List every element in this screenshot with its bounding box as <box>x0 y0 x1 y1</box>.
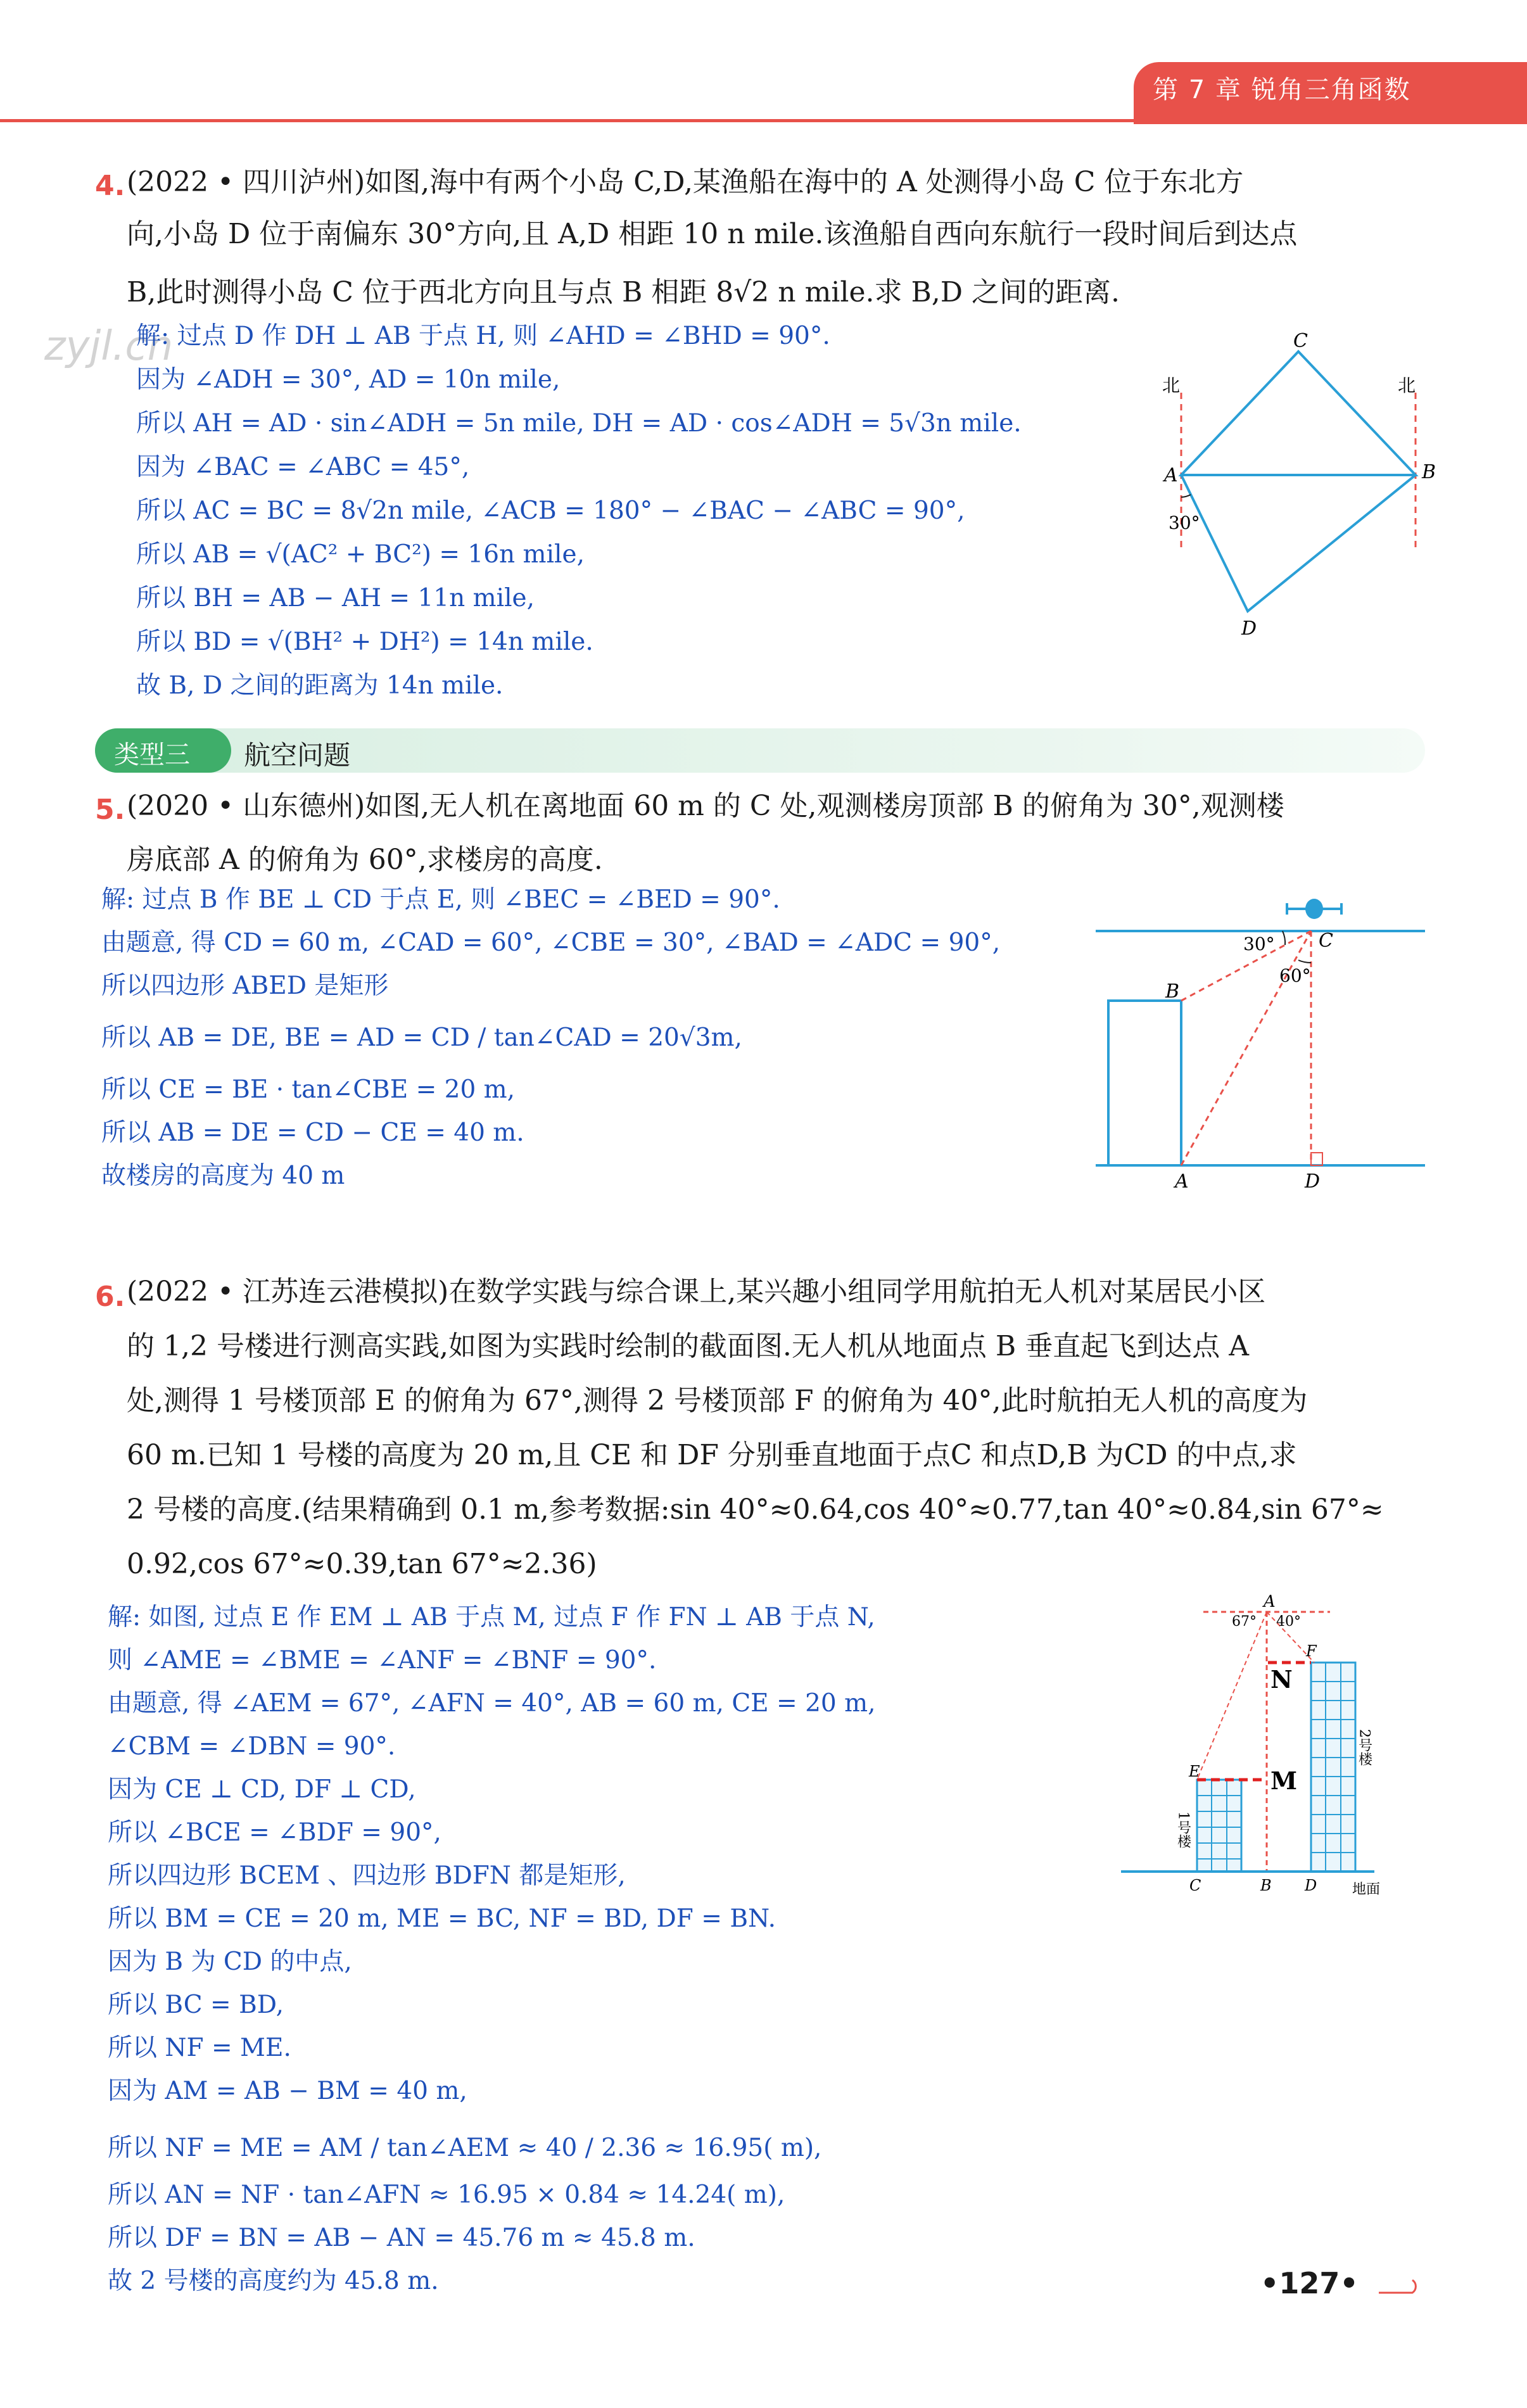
q5-solution <box>101 884 1000 1203</box>
q6-line: 60 m.已知 1 号楼的高度为 20 m,且 CE 和 DF 分别垂直地面于点C 和点D,B 为CD 的中点,求 <box>127 1439 1297 1471</box>
q4-sol-line: 所以 AB = √(AC² + BC²) = 16n mile, <box>136 540 585 569</box>
path-adb <box>1181 475 1416 611</box>
building-2 <box>1311 1663 1355 1872</box>
q5-sol-line: 所以 AB = DE, BE = AD = CD / tan∠CAD = 20√3m, <box>101 1023 742 1052</box>
q6-sol-line: ∠CBM = ∠DBN = 90°. <box>108 1732 396 1761</box>
q4-sol-line: 所以 AH = AD · sin∠ADH = 5n mile, DH = AD · cos∠ADH = 5√3n mile. <box>136 409 1022 438</box>
right-angle-d <box>1311 1153 1322 1165</box>
sight-ae <box>1197 1612 1267 1780</box>
north-label-left: 北 <box>1162 375 1181 396</box>
q4-line-1: (2022 • 四川泸州)如图,海中有两个小岛 C,D,某渔船在海中的 A 处测得小岛 C 位于东北方 <box>127 166 1244 198</box>
q4-sol-line: 因为 ∠BAC = ∠ABC = 45°, <box>136 453 470 481</box>
angle-40-label: 40° <box>1276 1614 1301 1630</box>
point-c-label: C <box>1319 930 1333 952</box>
point-b-label: B <box>1165 980 1180 1003</box>
q6-sol-line: 所以 NF = ME = AM / tan∠AEM ≈ 40 / 2.36 ≈ 16.95( m), <box>108 2134 822 2162</box>
point-a-label: A <box>1264 1593 1276 1611</box>
point-f-label: F <box>1306 1642 1317 1660</box>
q6-sol-line: 所以四边形 BCEM 、四边形 BDFN 都是矩形, <box>108 1861 626 1890</box>
point-a-label: A <box>1175 1170 1189 1191</box>
q5-figure <box>1089 887 1431 1191</box>
q4-figure <box>1127 323 1457 652</box>
point-d-label: D <box>1305 1877 1317 1894</box>
q5-sol-line: 所以 CE = BE · tan∠CBE = 20 m, <box>101 1075 516 1104</box>
point-b-label: B <box>1422 461 1436 483</box>
watermark-logo: zyjl.cn <box>44 323 174 370</box>
q6-sol-line: 因为 B 为 CD 的中点, <box>108 1948 352 1976</box>
q5-sol-line: 所以 AB = DE = CD − CE = 40 m. <box>101 1118 524 1147</box>
q6-line: 的 1,2 号楼进行测高实践,如图为实践时绘制的截面图.无人机从地面点 B 垂直起飞到达点 A <box>127 1330 1249 1362</box>
building-rect <box>1108 1001 1181 1165</box>
ground-label: 地面 <box>1352 1882 1381 1897</box>
q4-sol-line: 解: 过点 D 作 DH ⊥ AB 于点 H, 则 ∠AHD = ∠BHD = 90°. <box>136 322 830 350</box>
q6-figure <box>1121 1593 1400 1897</box>
q4-line-2: 向,小岛 D 位于南偏东 30°方向,且 A,D 相距 10 n mile.该渔船自西向东航行一段时间后到达点 <box>127 218 1298 250</box>
q5-sol-line: 所以四边形 ABED 是矩形 <box>101 972 389 1000</box>
q5-sol-line: 由题意, 得 CD = 60 m, ∠CAD = 60°, ∠CBE = 30°, ∠BAD = ∠ADC = 90°, <box>101 928 1001 957</box>
point-c-label: C <box>1189 1877 1201 1894</box>
building-1-label: 1号楼 <box>1175 1811 1191 1848</box>
page-curve-icon <box>1378 2277 1428 2302</box>
q5-number: 5. <box>95 794 125 826</box>
triangle-abc <box>1181 352 1416 475</box>
q5-sol-line: 故楼房的高度为 40 m <box>101 1162 345 1190</box>
q4-number: 4. <box>95 170 125 202</box>
q6-sol-line: 所以 BC = BD, <box>108 1991 284 2019</box>
q6-sol-line: 所以 AN = NF · tan∠AFN ≈ 16.95 × 0.84 ≈ 14.24( m), <box>108 2181 785 2209</box>
q4-sol-line: 所以 AC = BC = 8√2n mile, ∠ACB = 180° − ∠BAC − ∠ABC = 90°, <box>136 497 965 525</box>
north-label-right: 北 <box>1398 375 1416 396</box>
header-rule <box>0 119 1140 122</box>
q6-line: 0.92,cos 67°≈0.39,tan 67°≈2.36) <box>127 1548 597 1580</box>
point-a-label: A <box>1164 464 1178 486</box>
angle-arc-30 <box>1283 931 1285 945</box>
section-title: 航空问题 <box>244 740 351 771</box>
building-2-label: 2号楼 <box>1356 1729 1372 1766</box>
q6-sol-line: 所以 ∠BCE = ∠BDF = 90°, <box>108 1818 441 1847</box>
page-number: •127• <box>1260 2266 1359 2300</box>
point-e-label: E <box>1189 1763 1200 1780</box>
q6-sol-line: 由题意, 得 ∠AEM = 67°, ∠AFN = 40°, AB = 60 m, CE = 20 m, <box>108 1689 876 1718</box>
q6-sol-line: 则 ∠AME = ∠BME = ∠ANF = ∠BNF = 90°. <box>108 1646 657 1675</box>
building-1 <box>1197 1780 1241 1872</box>
section-tag-label: 类型三 <box>114 740 190 770</box>
q4-solution <box>136 320 1022 713</box>
q4-line-3: B,此时测得小岛 C 位于西北方向且与点 B 相距 8√2 n mile.求 B,D 之间的距离. <box>127 276 1120 308</box>
q6-line: (2022 • 江苏连云港模拟)在数学实践与综合课上,某兴趣小组同学用航拍无人机对某居民小区 <box>127 1276 1266 1308</box>
q6-sol-line: 解: 如图, 过点 E 作 EM ⊥ AB 于点 M, 过点 F 作 FN ⊥ AB 于点 N, <box>108 1603 875 1632</box>
q4-sol-line: 故 B, D 之间的距离为 14n mile. <box>136 671 504 700</box>
drone-icon <box>1287 899 1341 919</box>
q6-sol-line: 故 2 号楼的高度约为 45.8 m. <box>108 2267 439 2295</box>
q6-sol-line: 所以 DF = BN = AB − AN = 45.76 m ≈ 45.8 m. <box>108 2224 695 2252</box>
q6-line: 2 号楼的高度.(结果精确到 0.1 m,参考数据:sin 40°≈0.64,cos 40°≈0.77,tan 40°≈0.84,sin 67°≈ <box>127 1493 1384 1526</box>
point-n-label: N <box>1270 1665 1293 1694</box>
angle-30-label: 30° <box>1243 934 1275 954</box>
q5-sol-line: 解: 过点 B 作 BE ⊥ CD 于点 E, 则 ∠BEC = ∠BED = 90°. <box>101 885 780 914</box>
q6-solution <box>108 1601 876 2308</box>
q6-sol-line: 因为 AM = AB − BM = 40 m, <box>108 2077 467 2105</box>
point-b-label: B <box>1260 1877 1272 1894</box>
q6-sol-line: 所以 BM = CE = 20 m, ME = BC, NF = BD, DF = BN. <box>108 1904 776 1933</box>
point-m-label: M <box>1270 1766 1298 1795</box>
q4-sol-line: 所以 BD = √(BH² + DH²) = 14n mile. <box>136 628 593 656</box>
angle-arc <box>1181 495 1191 497</box>
q5-line-2: 房底部 A 的俯角为 60°,求楼房的高度. <box>127 844 603 876</box>
chapter-title: 第 7 章 锐角三角函数 <box>1153 75 1411 105</box>
q6-sol-line: 所以 NF = ME. <box>108 2034 291 2062</box>
q4-sol-line: 因为 ∠ADH = 30°, AD = 10n mile, <box>136 365 561 394</box>
q4-sol-line: 所以 BH = AB − AH = 11n mile, <box>136 584 535 612</box>
angle-label: 30° <box>1169 512 1200 533</box>
angle-60-label: 60° <box>1279 965 1311 986</box>
q6-statement <box>127 1273 1384 1600</box>
point-d-label: D <box>1241 618 1257 640</box>
point-c-label: C <box>1293 330 1308 352</box>
angle-arc-60 <box>1298 960 1311 963</box>
q6-sol-line: 因为 CE ⊥ CD, DF ⊥ CD, <box>108 1775 416 1804</box>
q5-line-1: (2020 • 山东德州)如图,无人机在离地面 60 m 的 C 处,观测楼房顶部 B 的俯角为 30°,观测楼 <box>127 790 1284 822</box>
point-d-label: D <box>1305 1170 1321 1191</box>
angle-67-label: 67° <box>1232 1614 1257 1630</box>
q6-number: 6. <box>95 1281 125 1313</box>
q6-line: 处,测得 1 号楼顶部 E 的俯角为 67°,测得 2 号楼顶部 F 的俯角为 40°,此时航拍无人机的高度为 <box>127 1385 1308 1417</box>
